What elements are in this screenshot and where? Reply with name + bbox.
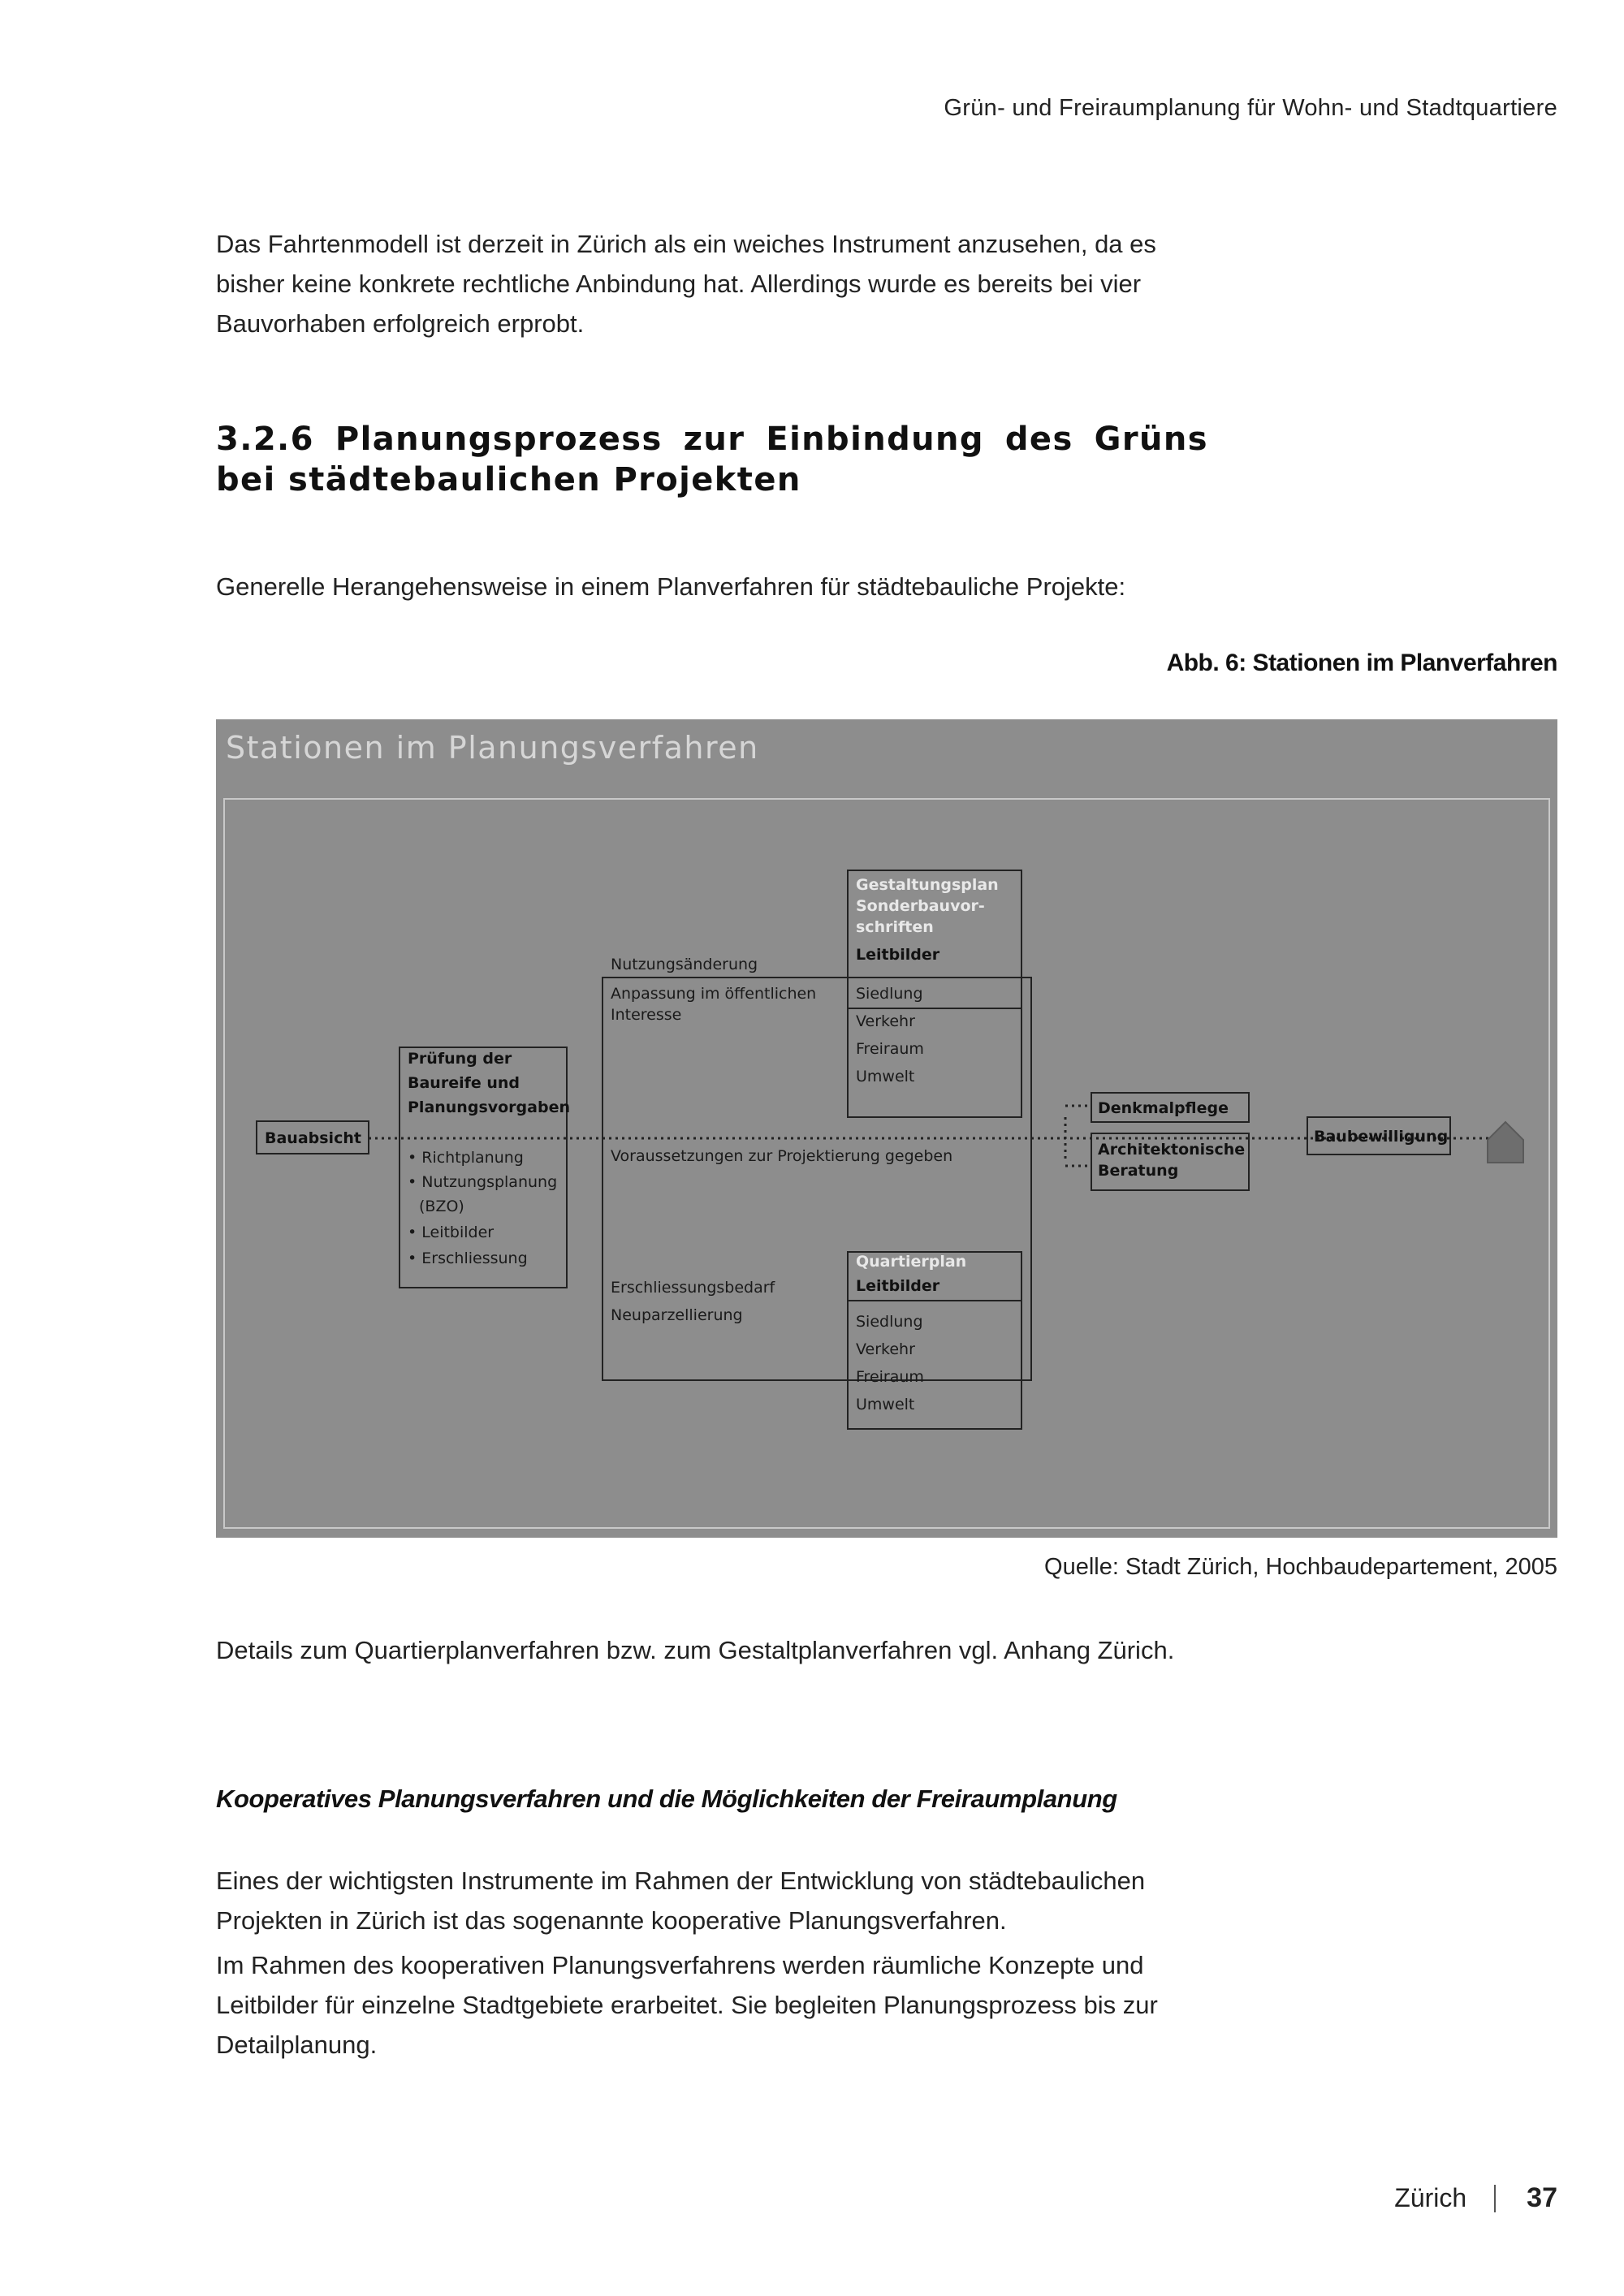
top-item: Freiraum xyxy=(856,1040,924,1058)
voraussetzungen-label: Voraussetzungen zur Projektierung gegeben xyxy=(611,1147,953,1165)
neuparzellierung-label: Neuparzellierung xyxy=(611,1306,743,1324)
planning-stations-figure xyxy=(216,719,1557,1538)
baubewilligung-label: Baubewilligung xyxy=(1314,1128,1449,1146)
pruefung-item: • Nutzungsplanung xyxy=(408,1173,558,1191)
pruefung-line-1: Prüfung der xyxy=(408,1050,512,1068)
bottom-leitbilder: Leitbilder xyxy=(856,1277,940,1295)
architektonische-line-1: Architektonische xyxy=(1098,1141,1246,1159)
paragraph-herangehensweise: Generelle Herangehensweise in einem Planverfahren für städtebauliche Projekte: xyxy=(216,572,1126,601)
bottom-item: Siedlung xyxy=(856,1313,923,1331)
bottom-item: Freiraum xyxy=(856,1368,924,1386)
page-number: 37 xyxy=(1527,2182,1557,2213)
nutzungsaenderung-label: Nutzungsänderung xyxy=(611,956,758,973)
paragraph-leitbilder: Im Rahmen des kooperativen Planungsverfahrens werden räumliche Konzepte und Leitbilder für einzelne Stadtgebiete erarbeitet. Sie begleiten Planungsprozess bis zur Detailplanung. xyxy=(216,1951,1158,2059)
footer-divider xyxy=(1494,2185,1496,2212)
paragraph-instrumente: Eines der wichtigsten Instrumente im Rahmen der Entwicklung von städtebaulichen Projekten in Zürich ist das sogenannte kooperative Planungsverfahren. xyxy=(216,1867,1146,1935)
bottom-item: Umwelt xyxy=(856,1396,915,1413)
figure-source: Quelle: Stadt Zürich, Hochbaudepartement, 2005 xyxy=(1044,1554,1557,1580)
section-heading: 3.2.6 Planungsprozess zur Einbindung des Grüns bei städtebaulichen Projekten xyxy=(216,421,1208,498)
top-item: Siedlung xyxy=(856,985,923,1003)
bottom-item: Verkehr xyxy=(856,1340,915,1358)
quartierplan-title: Quartierplan xyxy=(856,1253,967,1271)
diagram-title: Stationen im Planungsverfahren xyxy=(226,730,759,766)
gestaltungsplan-line-3: schriften xyxy=(856,918,934,936)
top-leitbilder: Leitbilder xyxy=(856,946,940,964)
page-footer xyxy=(1394,2182,1557,2214)
paragraph-fahrtenmodell: Das Fahrtenmodell ist derzeit in Zürich als ein weiches Instrument anzusehen, da es bisher keine konkrete rechtliche Anbindung hat. Allerdings wurde es bereits bei vier Bauvorhaben erfolgreich erprobt. xyxy=(216,230,1156,338)
pruefung-item: • Leitbilder xyxy=(408,1224,495,1241)
denkmalpflege-label: Denkmalpflege xyxy=(1098,1099,1229,1117)
gestaltungsplan-line-2: Sonderbauvor- xyxy=(856,897,985,915)
top-item: Umwelt xyxy=(856,1068,915,1085)
pruefung-item: • Richtplanung xyxy=(408,1149,524,1167)
anpassung-line-2: Interesse xyxy=(611,1006,682,1024)
anpassung-line-1: Anpassung im öffentlichen xyxy=(611,985,817,1003)
bauabsicht-label: Bauabsicht xyxy=(265,1129,361,1147)
architektonische-line-2: Beratung xyxy=(1098,1162,1179,1180)
subheading-kooperativ: Kooperatives Planungsverfahren und die Möglichkeiten der Freiraumplanung xyxy=(216,1785,1117,1813)
erschliessungsbedarf-label: Erschliessungsbedarf xyxy=(611,1279,775,1297)
footer-section: Zürich xyxy=(1394,2183,1467,2212)
pruefung-line-2: Baureife und xyxy=(408,1074,520,1092)
running-header: Grün- und Freiraumplanung für Wohn- und Stadtquartiere xyxy=(944,95,1557,121)
planning-diagram xyxy=(216,719,1557,1538)
top-item: Verkehr xyxy=(856,1012,915,1030)
paragraph-details: Details zum Quartierplanverfahren bzw. zum Gestaltplanverfahren vgl. Anhang Zürich. xyxy=(216,1636,1175,1664)
pruefung-item: • Erschliessung xyxy=(408,1249,528,1267)
gestaltungsplan-line-1: Gestaltungsplan xyxy=(856,876,999,894)
pruefung-line-3: Planungsvorgaben xyxy=(408,1098,570,1116)
figure-caption: Abb. 6: Stationen im Planverfahren xyxy=(1166,650,1557,676)
pruefung-item: (BZO) xyxy=(419,1198,464,1215)
